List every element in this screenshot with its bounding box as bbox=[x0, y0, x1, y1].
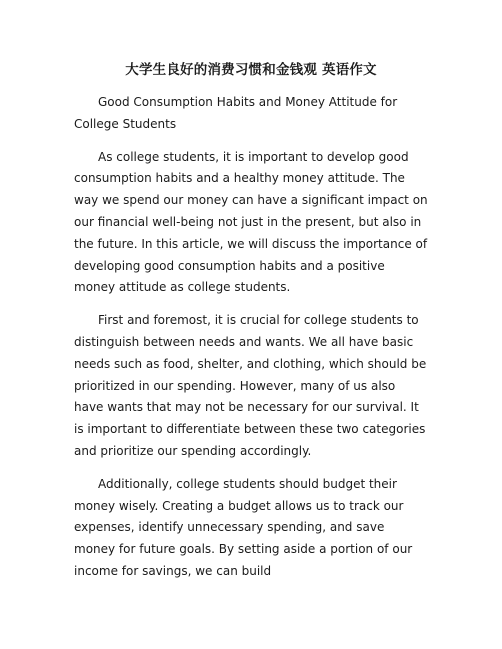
essay-heading-paragraph: Good Consumption Habits and Money Attitude for College Students bbox=[74, 95, 398, 131]
intro-paragraph: As college students, it is important to develop good consumption habits and a healthy money attitude. The way we spend our money can have a significant impact on our financial well-being not just in the present, but also in the future. In this article, we will discuss the importance of developing good consumption habits and a positive money attitude as college students. bbox=[74, 149, 428, 295]
document-title: 大学生良好的消费习惯和金钱观 英语作文 bbox=[125, 62, 377, 78]
budget-paragraph: Additionally, college students should budget their money wisely. Creating a budget allows us to track our expenses, identify unnecessary spending, and save money for future goals. By setting aside a portion of our income for savings, we can build bbox=[74, 476, 413, 578]
needs-wants-paragraph: First and foremost, it is crucial for college students to distinguish between needs and wants. We all have basic needs such as food, shelter, and clothing, which should be prioritized in our spending. However, many of us also have wants that may not be necessary for our survival. It is important to differentiate between these two categories and prioritize our spending accordingly. bbox=[74, 313, 427, 458]
